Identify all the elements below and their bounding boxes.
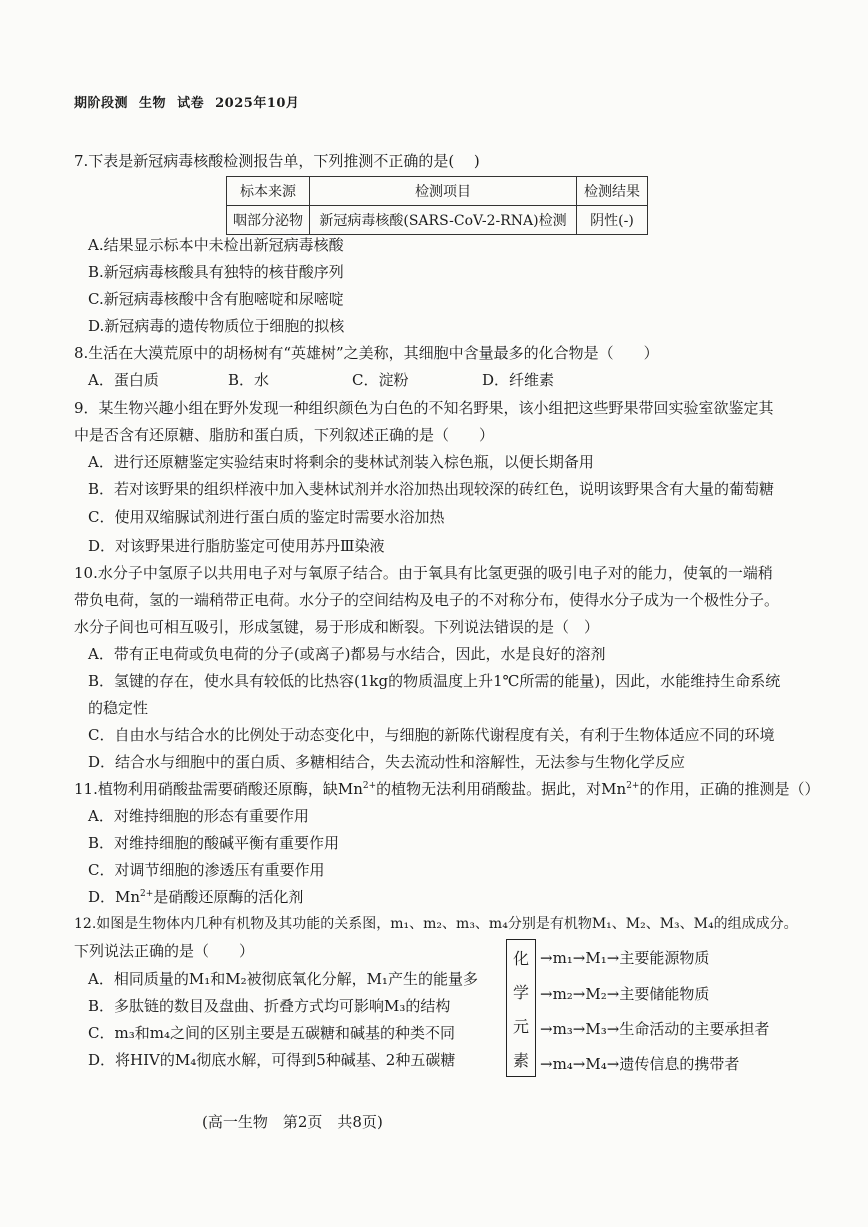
q11-stem-part1: 11.植物利用硝酸盐需要硝酸还原酶，缺Mn: [74, 780, 363, 798]
q10-stem-line2: 带负电荷，氢的一端稍带正电荷。水分子的空间结构及电子的不对称分布，使得水分子成为一个极性分子。: [74, 591, 780, 609]
diagram-row-m3: →m₃→M₃→生命活动的主要承担者: [540, 1020, 770, 1038]
test-report-table: [226, 176, 648, 235]
q8-stem: 8.生活在大漠荒原中的胡杨树有“英雄树”之美称，其细胞中含量最多的化合物是（ ）: [74, 344, 659, 362]
q11-stem-part2: 的植物无法利用硝酸盐。据此，对Mn: [376, 780, 627, 798]
q7-option-a: A.结果显示标本中未检出新冠病毒核酸: [88, 236, 344, 254]
table-header-cell: 标本来源: [227, 177, 310, 206]
q11-superscript: 2+: [362, 781, 377, 791]
diagram-row-m1: →m₁→M₁→主要能源物质: [540, 949, 710, 967]
q9-option-b: B．若对该野果的组织样液中加入斐林试剂并水浴加热出现较深的砖红色，说明该野果含有大量的葡萄糖: [88, 480, 775, 498]
q11-option-b: B．对维持细胞的酸碱平衡有重要作用: [88, 834, 340, 852]
q12-stem-line2: 下列说法正确的是（ ）: [74, 942, 255, 960]
q9-option-d: D．对该野果进行脂肪鉴定可使用苏丹Ⅲ染液: [88, 537, 385, 555]
header-date: 2025年10月: [215, 96, 300, 111]
q10-option-d: D．结合水与细胞中的蛋白质、多糖相结合，失去流动性和溶解性，无法参与生物化学反应: [88, 753, 686, 771]
table-cell: 新冠病毒核酸(SARS-CoV-2-RNA)检测: [310, 206, 577, 235]
q7-stem: 7.下表是新冠病毒核酸检测报告单，下列推测不正确的是( ): [74, 152, 480, 170]
q10-option-b: B．氢键的存在，使水具有较低的比热容(1kg的物质温度上升1℃所需的能量)，因此，水能维持生命系统: [88, 672, 781, 690]
q8-option-c: C．淀粉: [352, 371, 409, 389]
q11-superscript: 2+: [626, 781, 640, 791]
page-footer: (高一生物 第2页 共8页): [202, 1113, 383, 1131]
q10-option-c: C．自由水与结合水的比例处于动态变化中，与细胞的新陈代谢程度有关，有利于生物体适应不同的环境: [88, 726, 775, 744]
q8-option-b: B．水: [228, 371, 270, 389]
organic-compound-diagram: [506, 939, 806, 1079]
table-header-row: [227, 177, 648, 206]
q12-stem-line1: 12.如图是生物体内几种有机物及其功能的关系图，m₁、m₂、m₃、m₄分别是有机物M₁、M₂、M₃、M₄的组成成分。: [74, 916, 798, 932]
q11-stem: [74, 778, 820, 799]
q12-option-c: C．m₃和m₄之间的区别主要是五碳糖和碱基的种类不同: [88, 1024, 455, 1042]
box-char: 元: [512, 1016, 529, 1036]
q10-stem-line1: 10.水分子中氢原子以共用电子对与氧原子结合。由于氧具有比氢更强的吸引电子对的能力，使氧的一端稍: [74, 564, 773, 582]
page-header: [74, 92, 299, 111]
box-char: 素: [512, 1050, 529, 1070]
q11-stem-part3: 的作用，正确的推测是（）: [639, 780, 820, 798]
q12-option-b: B．多肽链的数目及盘曲、折叠方式均可影响M₃的结构: [88, 997, 451, 1015]
box-char: 化: [512, 948, 529, 968]
q12-option-d: D．将HIV的M₄彻底水解，可得到5种碱基、2种五碳糖: [88, 1051, 456, 1069]
q7-option-b: B.新冠病毒核酸具有独特的核苷酸序列: [88, 263, 344, 281]
q7-option-d: D.新冠病毒的遗传物质位于细胞的拟核: [88, 317, 345, 335]
header-exam: 期阶段测: [74, 96, 129, 111]
q9-option-a: A．进行还原糖鉴定实验结束时将剩余的斐林试剂装入棕色瓶，以便长期备用: [88, 453, 594, 471]
q11-option-d-part1: D．Mn: [88, 888, 141, 906]
q7-option-c: C.新冠病毒核酸中含有胞嘧啶和尿嘧啶: [88, 290, 344, 308]
q11-option-a: A．对维持细胞的形态有重要作用: [88, 807, 309, 825]
q9-option-c: C．使用双缩脲试剂进行蛋白质的鉴定时需要水浴加热: [88, 508, 445, 526]
chemical-elements-box: [506, 939, 536, 1077]
table-cell: 阴性(-): [577, 206, 648, 235]
q8-option-a: A．蛋白质: [88, 371, 159, 389]
q10-stem-line3: 水分子间也可相互吸引，形成氢键，易于形成和断裂。下列说法错误的是（ ）: [74, 618, 600, 636]
table-header-cell: 检测结果: [577, 177, 648, 206]
box-char: 学: [512, 982, 529, 1002]
q11-option-d-part2: 是硝酸还原酶的活化剂: [153, 888, 304, 906]
q10-option-b-cont: 的稳定性: [88, 699, 149, 717]
q10-option-a: A．带有正电荷或负电荷的分子(或离子)都易与水结合，因此，水是良好的溶剂: [88, 645, 606, 663]
q11-option-d: [88, 886, 303, 907]
table-row: [227, 206, 648, 235]
q9-stem-line2: 中是否含有还原糖、脂肪和蛋白质，下列叙述正确的是（ ）: [74, 426, 495, 444]
diagram-row-m2: →m₂→M₂→主要储能物质: [540, 985, 710, 1003]
q9-stem-line1: 9．某生物兴趣小组在野外发现一种组织颜色为白色的不知名野果，该小组把这些野果带回实验室欲鉴定其: [74, 399, 774, 417]
q12-option-a: A．相同质量的M₁和M₂被彻底氧化分解，M₁产生的能量多: [88, 970, 478, 988]
q11-option-c: C．对调节细胞的渗透压有重要作用: [88, 861, 325, 879]
q8-option-d: D．纤维素: [482, 371, 555, 389]
q11-option-d-superscript: 2+: [140, 889, 154, 899]
header-type: 试卷: [177, 96, 205, 111]
diagram-row-m4: →m₄→M₄→遗传信息的携带者: [540, 1055, 740, 1073]
header-subject: 生物: [139, 96, 167, 111]
table-header-cell: 检测项目: [310, 177, 577, 206]
table-cell: 咽部分泌物: [227, 206, 310, 235]
